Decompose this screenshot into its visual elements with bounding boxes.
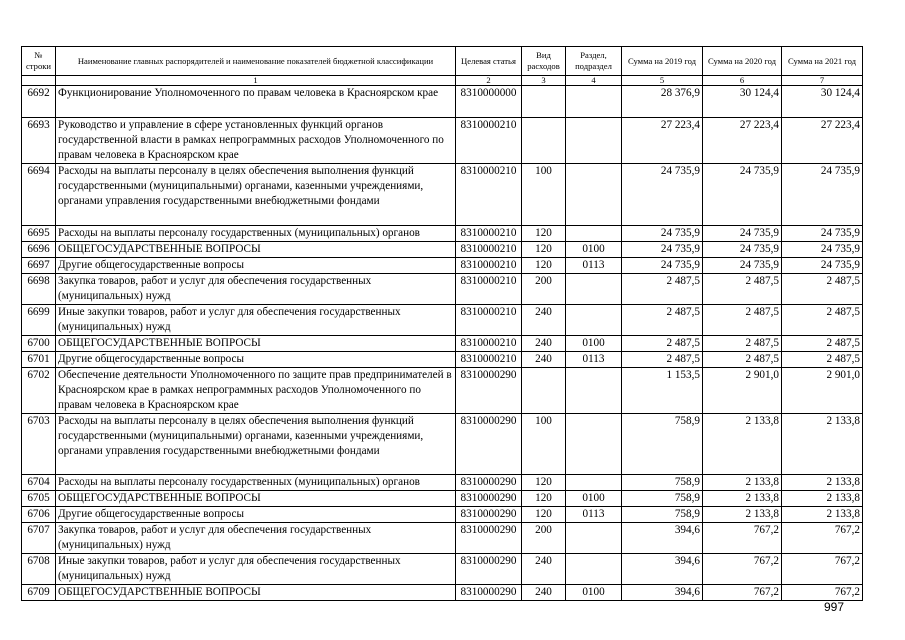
budget-table: [21, 46, 863, 601]
row-name: Руководство и управление в сфере установленных функций органов государственной власти в рамках непрограммных расходов Уполномоченного по правам человека в Красноярском крае: [56, 118, 456, 164]
row-name: Расходы на выплаты персоналу государственных (муниципальных) органов: [56, 226, 456, 242]
sum-2020: 2 487,5: [703, 274, 782, 305]
header-s2021: Сумма на 2021 год: [782, 47, 863, 76]
sum-2021: 2 901,0: [782, 368, 863, 414]
expense-type: 120: [522, 242, 566, 258]
row-number: 6692: [22, 86, 56, 118]
section-subsection: [566, 554, 622, 585]
row-name: Иные закупки товаров, работ и услуг для обеспечения государственных (муниципальных) нужд: [56, 554, 456, 585]
expense-type: [522, 86, 566, 118]
sum-2021: 767,2: [782, 585, 863, 601]
row-number: 6694: [22, 164, 56, 226]
table-row: [22, 86, 863, 118]
sum-2020: 2 487,5: [703, 336, 782, 352]
sum-2021: 24 735,9: [782, 258, 863, 274]
section-subsection: [566, 86, 622, 118]
section-subsection: 0113: [566, 507, 622, 523]
row-name: Закупка товаров, работ и услуг для обеспечения государственных (муниципальных) нужд: [56, 523, 456, 554]
row-number: 6708: [22, 554, 56, 585]
row-name: Функционирование Уполномоченного по правам человека в Красноярском крае: [56, 86, 456, 118]
target-article: 8310000210: [456, 164, 522, 226]
table-row: [22, 475, 863, 491]
expense-type: 120: [522, 475, 566, 491]
target-article: 8310000000: [456, 86, 522, 118]
column-number: 4: [566, 76, 622, 86]
sum-2021: 2 133,8: [782, 475, 863, 491]
table-row: [22, 274, 863, 305]
expense-type: 120: [522, 258, 566, 274]
sum-2021: 24 735,9: [782, 164, 863, 226]
sum-2020: 767,2: [703, 554, 782, 585]
sum-2020: 27 223,4: [703, 118, 782, 164]
target-article: 8310000290: [456, 368, 522, 414]
sum-2020: 2 901,0: [703, 368, 782, 414]
target-article: 8310000290: [456, 554, 522, 585]
sum-2020: 2 133,8: [703, 414, 782, 475]
row-name: Расходы на выплаты персоналу в целях обеспечения выполнения функций государственными (муниципальными) органами, казенными учреждениями, органами управления государственными внебюджетными фондами: [56, 414, 456, 475]
row-number: 6706: [22, 507, 56, 523]
column-number: 1: [56, 76, 456, 86]
table-row: [22, 336, 863, 352]
section-subsection: 0100: [566, 491, 622, 507]
row-name: ОБЩЕГОСУДАРСТВЕННЫЕ ВОПРОСЫ: [56, 585, 456, 601]
row-number: 6696: [22, 242, 56, 258]
sum-2019: 24 735,9: [622, 242, 703, 258]
row-number: 6699: [22, 305, 56, 336]
row-name: Другие общегосударственные вопросы: [56, 507, 456, 523]
sum-2020: 2 133,8: [703, 475, 782, 491]
header-vid: Вид расходов: [522, 47, 566, 76]
expense-type: [522, 118, 566, 164]
row-number: 6709: [22, 585, 56, 601]
section-subsection: [566, 523, 622, 554]
column-number: 7: [782, 76, 863, 86]
sum-2020: 2 487,5: [703, 305, 782, 336]
sum-2020: 2 133,8: [703, 507, 782, 523]
table-header: [22, 47, 863, 86]
sum-2019: 2 487,5: [622, 336, 703, 352]
expense-type: [522, 368, 566, 414]
sum-2019: 758,9: [622, 491, 703, 507]
row-name: Иные закупки товаров, работ и услуг для обеспечения государственных (муниципальных) нужд: [56, 305, 456, 336]
row-name: Закупка товаров, работ и услуг для обеспечения государственных (муниципальных) нужд: [56, 274, 456, 305]
table-row: [22, 352, 863, 368]
expense-type: 120: [522, 226, 566, 242]
expense-type: 240: [522, 585, 566, 601]
sum-2019: 28 376,9: [622, 86, 703, 118]
sum-2019: 394,6: [622, 523, 703, 554]
table-row: [22, 242, 863, 258]
row-number: 6700: [22, 336, 56, 352]
sum-2021: 24 735,9: [782, 226, 863, 242]
sum-2021: 27 223,4: [782, 118, 863, 164]
sum-2020: 30 124,4: [703, 86, 782, 118]
table-row: [22, 414, 863, 475]
section-subsection: [566, 368, 622, 414]
sum-2019: 2 487,5: [622, 274, 703, 305]
table-row: [22, 523, 863, 554]
sum-2019: 24 735,9: [622, 258, 703, 274]
section-subsection: [566, 475, 622, 491]
section-subsection: 0113: [566, 258, 622, 274]
row-number: 6703: [22, 414, 56, 475]
row-number: 6698: [22, 274, 56, 305]
table-row: [22, 258, 863, 274]
section-subsection: 0100: [566, 336, 622, 352]
sum-2021: 2 133,8: [782, 414, 863, 475]
page-number: 997: [824, 600, 845, 614]
target-article: 8310000290: [456, 414, 522, 475]
section-subsection: [566, 274, 622, 305]
table-row: [22, 507, 863, 523]
row-name: Другие общегосударственные вопросы: [56, 352, 456, 368]
target-article: 8310000210: [456, 336, 522, 352]
sum-2020: 767,2: [703, 585, 782, 601]
sum-2019: 2 487,5: [622, 305, 703, 336]
sum-2021: 2 133,8: [782, 491, 863, 507]
section-subsection: 0113: [566, 352, 622, 368]
sum-2020: 24 735,9: [703, 258, 782, 274]
table-row: [22, 305, 863, 336]
sum-2021: 767,2: [782, 554, 863, 585]
header-razdel: Раздел, подраздел: [566, 47, 622, 76]
header-name: Наименование главных распорядителей и наименование показателей бюджетной классификации: [56, 47, 456, 76]
section-subsection: [566, 118, 622, 164]
sum-2019: 24 735,9: [622, 226, 703, 242]
sum-2019: 758,9: [622, 475, 703, 491]
target-article: 8310000290: [456, 507, 522, 523]
section-subsection: [566, 305, 622, 336]
target-article: 8310000210: [456, 226, 522, 242]
expense-type: 200: [522, 274, 566, 305]
expense-type: 120: [522, 507, 566, 523]
sum-2020: 24 735,9: [703, 226, 782, 242]
sum-2020: 2 133,8: [703, 491, 782, 507]
target-article: 8310000290: [456, 585, 522, 601]
table-row: [22, 554, 863, 585]
section-subsection: 0100: [566, 242, 622, 258]
column-number: [22, 76, 56, 86]
sum-2019: 1 153,5: [622, 368, 703, 414]
target-article: 8310000290: [456, 475, 522, 491]
section-subsection: [566, 226, 622, 242]
sum-2019: 758,9: [622, 414, 703, 475]
sum-2020: 24 735,9: [703, 164, 782, 226]
header-target: Целевая статья: [456, 47, 522, 76]
sum-2021: 2 487,5: [782, 305, 863, 336]
target-article: 8310000210: [456, 305, 522, 336]
expense-type: 240: [522, 336, 566, 352]
expense-type: 240: [522, 305, 566, 336]
sum-2019: 27 223,4: [622, 118, 703, 164]
row-name: Другие общегосударственные вопросы: [56, 258, 456, 274]
expense-type: 100: [522, 414, 566, 475]
row-name: Расходы на выплаты персоналу государственных (муниципальных) органов: [56, 475, 456, 491]
table-row: [22, 118, 863, 164]
row-name: ОБЩЕГОСУДАРСТВЕННЫЕ ВОПРОСЫ: [56, 491, 456, 507]
row-name: ОБЩЕГОСУДАРСТВЕННЫЕ ВОПРОСЫ: [56, 242, 456, 258]
table-row: [22, 491, 863, 507]
row-number: 6702: [22, 368, 56, 414]
sum-2021: 2 487,5: [782, 274, 863, 305]
sum-2020: 24 735,9: [703, 242, 782, 258]
row-number: 6701: [22, 352, 56, 368]
target-article: 8310000290: [456, 523, 522, 554]
target-article: 8310000210: [456, 242, 522, 258]
row-number: 6693: [22, 118, 56, 164]
sum-2021: 767,2: [782, 523, 863, 554]
row-name: ОБЩЕГОСУДАРСТВЕННЫЕ ВОПРОСЫ: [56, 336, 456, 352]
sum-2019: 394,6: [622, 585, 703, 601]
header-s2019: Сумма на 2019 год: [622, 47, 703, 76]
column-number: 3: [522, 76, 566, 86]
sum-2021: 2 487,5: [782, 352, 863, 368]
expense-type: 100: [522, 164, 566, 226]
target-article: 8310000210: [456, 258, 522, 274]
sum-2019: 394,6: [622, 554, 703, 585]
sum-2020: 2 487,5: [703, 352, 782, 368]
expense-type: 200: [522, 523, 566, 554]
expense-type: 240: [522, 352, 566, 368]
target-article: 8310000290: [456, 491, 522, 507]
expense-type: 120: [522, 491, 566, 507]
sum-2019: 2 487,5: [622, 352, 703, 368]
sum-2019: 24 735,9: [622, 164, 703, 226]
section-subsection: [566, 414, 622, 475]
row-name: Расходы на выплаты персоналу в целях обеспечения выполнения функций государственными (муниципальными) органами, казенными учреждениями, органами управления государственными внебюджетными фондами: [56, 164, 456, 226]
row-number: 6707: [22, 523, 56, 554]
table-row: [22, 226, 863, 242]
sum-2021: 2 487,5: [782, 336, 863, 352]
table-row: [22, 585, 863, 601]
table-row: [22, 164, 863, 226]
target-article: 8310000210: [456, 274, 522, 305]
target-article: 8310000210: [456, 352, 522, 368]
sum-2020: 767,2: [703, 523, 782, 554]
table-body: [22, 86, 863, 601]
column-number: 6: [703, 76, 782, 86]
row-number: 6695: [22, 226, 56, 242]
header-s2020: Сумма на 2020 год: [703, 47, 782, 76]
expense-type: 240: [522, 554, 566, 585]
header-row-no: № строки: [22, 47, 56, 76]
row-number: 6705: [22, 491, 56, 507]
table-row: [22, 368, 863, 414]
sum-2019: 758,9: [622, 507, 703, 523]
section-subsection: 0100: [566, 585, 622, 601]
sum-2021: 24 735,9: [782, 242, 863, 258]
column-number: 5: [622, 76, 703, 86]
target-article: 8310000210: [456, 118, 522, 164]
section-subsection: [566, 164, 622, 226]
sum-2021: 30 124,4: [782, 86, 863, 118]
column-number: 2: [456, 76, 522, 86]
row-number: 6697: [22, 258, 56, 274]
row-number: 6704: [22, 475, 56, 491]
row-name: Обеспечение деятельности Уполномоченного по защите прав предпринимателей в Красноярском крае в рамках непрограммных расходов Уполномоченного по правам человека в Красноярском крае: [56, 368, 456, 414]
sum-2021: 2 133,8: [782, 507, 863, 523]
